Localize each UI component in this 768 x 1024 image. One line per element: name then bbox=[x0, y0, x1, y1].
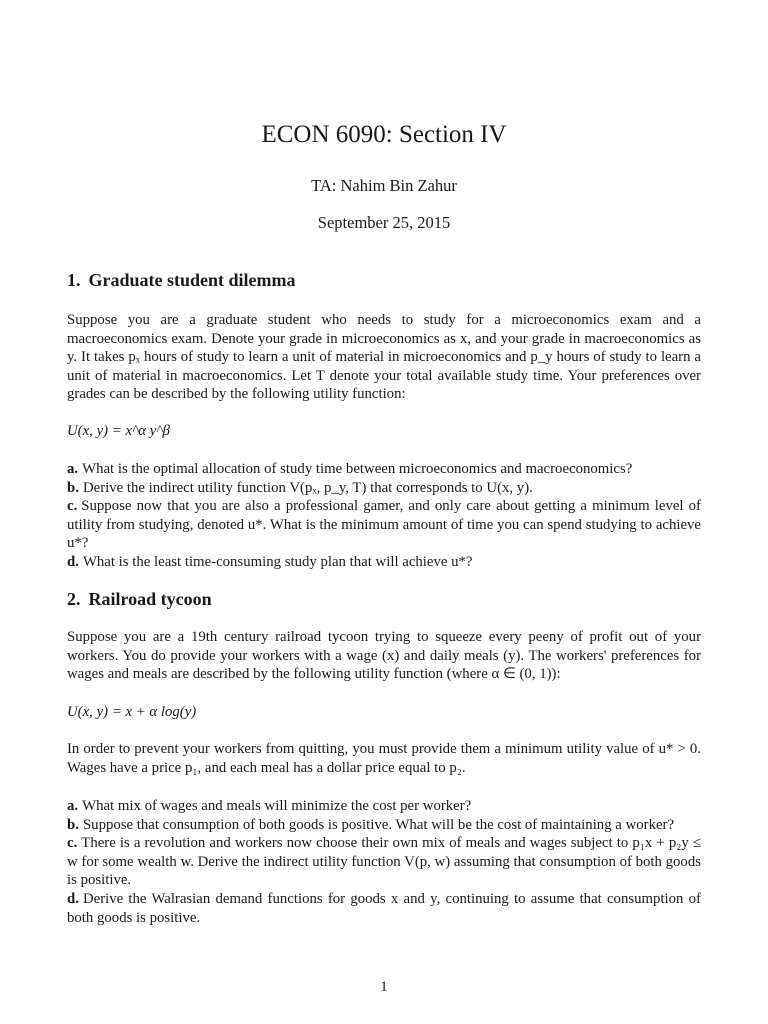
section-1-heading bbox=[67, 270, 701, 291]
question-text: Derive the indirect utility function V(pₓ, p_y, T) that corresponds to U(x, y). bbox=[82, 479, 533, 496]
question-text: There is a revolution and workers now choose their own mix of meals and wages subject to p₁x + p₂y ≤ w for some wealth w. Derive the indirect utility function V(p, w) assuming that consumption of both goods is positive. bbox=[67, 835, 701, 889]
question-label: b. bbox=[67, 479, 79, 496]
document-page bbox=[67, 0, 701, 1024]
question-label: c. bbox=[67, 835, 78, 852]
section-2-questions bbox=[67, 797, 701, 927]
question-2a bbox=[67, 797, 701, 816]
question-label: c. bbox=[67, 498, 78, 515]
question-label: d. bbox=[67, 890, 79, 907]
section-2-title: Railroad tycoon bbox=[88, 589, 212, 609]
document-date: September 25, 2015 bbox=[317, 213, 451, 232]
section-2-number: 2. bbox=[67, 589, 81, 609]
question-1c bbox=[67, 497, 701, 553]
question-label: a. bbox=[67, 798, 79, 814]
question-label: b. bbox=[67, 816, 79, 833]
section-2-heading bbox=[67, 589, 701, 610]
question-text: Suppose now that you are also a professional gamer, and only care about getting a minimum level of utility from studying, denoted u*. What is the minimum amount of time you can spend studying to achieve u*? bbox=[67, 498, 701, 552]
document-title: ECON 6090: Section IV bbox=[261, 121, 507, 148]
document-author: TA: Nahim Bin Zahur bbox=[311, 176, 457, 195]
question-label: d. bbox=[67, 553, 79, 570]
section-2-intro: Suppose you are a 19th century railroad tycoon trying to squeeze every peeny of profit out of your workers. You do provide your workers with a wage (x) and daily meals (y). The workers' preferences for wages and meals are described by the following utility function (where α ∈ (0, 1)): bbox=[67, 629, 701, 683]
section-1-questions bbox=[67, 460, 701, 572]
question-text: Derive the Walrasian demand functions for goods x and y, continuing to assume that consumption of both goods is positive. bbox=[67, 890, 701, 926]
question-label: a. bbox=[67, 461, 79, 477]
section-1-intro: Suppose you are a graduate student who needs to study for a microeconomics exam and a macroeconomics exam. Denote your grade in microeconomics as x, and your grade in macroeconomics as y. It takes pₓ hours of study to learn a unit of material in microeconomics and p_y hours of study to learn a unit of material in macroeconomics. Let T denote your total available study time. Your preferences over grades can be described by the following utility function: bbox=[67, 312, 701, 403]
question-1a bbox=[67, 460, 701, 479]
question-text: What mix of wages and meals will minimize the cost per worker? bbox=[82, 798, 472, 814]
question-1b bbox=[67, 479, 701, 498]
page-number: 1 bbox=[380, 979, 388, 995]
section-2-formula: U(x, y) = x + α log(y) bbox=[67, 704, 197, 720]
section-2-middle: In order to prevent your workers from quitting, you must provide them a minimum utility value of u* > 0. Wages have a price p₁, and each meal has a dollar price equal to p₂. bbox=[67, 741, 701, 776]
question-text: What is the optimal allocation of study time between microeconomics and macroeconomics? bbox=[82, 461, 633, 477]
section-1-title: Graduate student dilemma bbox=[88, 270, 296, 290]
section-1-formula: U(x, y) = x^α y^β bbox=[67, 423, 170, 439]
question-2c bbox=[67, 834, 701, 890]
question-1d bbox=[67, 553, 701, 572]
question-text: What is the least time-consuming study plan that will achieve u*? bbox=[82, 553, 473, 570]
question-2b bbox=[67, 816, 701, 835]
question-2d bbox=[67, 890, 701, 927]
section-1-number: 1. bbox=[67, 270, 81, 290]
question-text: Suppose that consumption of both goods is positive. What will be the cost of maintaining a worker? bbox=[82, 816, 675, 833]
